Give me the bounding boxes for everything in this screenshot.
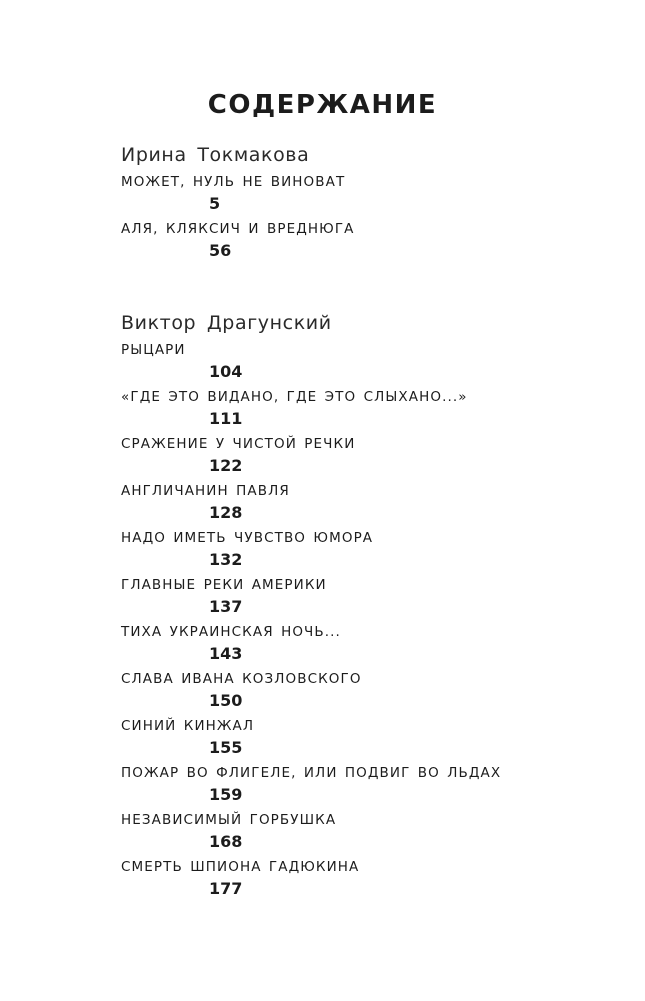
entry-title: СИНИЙ КИНЖАЛ bbox=[121, 718, 255, 734]
entry-title: СЛАВА ИВАНА КОЗЛОВСКОГО bbox=[121, 671, 362, 687]
toc-section-tokmakova bbox=[121, 141, 621, 265]
toc-entry[interactable] bbox=[121, 339, 621, 386]
toc-entry[interactable] bbox=[121, 433, 621, 480]
entry-page-number: 56 bbox=[209, 241, 232, 260]
author-name: Виктор Драгунский bbox=[121, 312, 332, 334]
toc-entry[interactable] bbox=[121, 171, 621, 218]
entry-title: ТИХА УКРАИНСКАЯ НОЧЬ... bbox=[121, 624, 341, 640]
toc-entry[interactable] bbox=[121, 809, 621, 856]
toc-entry[interactable] bbox=[121, 480, 621, 527]
entry-page-number: 132 bbox=[209, 550, 243, 569]
entry-title: АЛЯ, КЛЯКСИЧ И ВРЕДНЮГА bbox=[121, 221, 355, 237]
author-name: Ирина Токмакова bbox=[121, 144, 310, 166]
toc-entry[interactable] bbox=[121, 574, 621, 621]
entry-title: СМЕРТЬ ШПИОНА ГАДЮКИНА bbox=[121, 859, 360, 875]
toc-entry[interactable] bbox=[121, 762, 621, 809]
entry-page-number: 111 bbox=[209, 409, 243, 428]
entry-title: РЫЦАРИ bbox=[121, 342, 186, 358]
toc-entry[interactable] bbox=[121, 527, 621, 574]
entry-page-number: 143 bbox=[209, 644, 243, 663]
toc-entry[interactable] bbox=[121, 621, 621, 668]
entry-title: МОЖЕТ, НУЛЬ НЕ ВИНОВАТ bbox=[121, 174, 346, 190]
entry-title: АНГЛИЧАНИН ПАВЛЯ bbox=[121, 483, 290, 499]
entry-title: НАДО ИМЕТЬ ЧУВСТВО ЮМОРА bbox=[121, 530, 374, 546]
entry-page-number: 104 bbox=[209, 362, 243, 381]
entry-page-number: 155 bbox=[209, 738, 243, 757]
entry-page-number: 128 bbox=[209, 503, 243, 522]
entry-page-number: 159 bbox=[209, 785, 243, 804]
entry-page-number: 168 bbox=[209, 832, 243, 851]
toc-entry[interactable] bbox=[121, 386, 621, 433]
entry-title: ПОЖАР ВО ФЛИГЕЛЕ, ИЛИ ПОДВИГ ВО ЛЬДАХ bbox=[121, 765, 502, 781]
entry-page-number: 177 bbox=[209, 879, 243, 898]
page-title: СОДЕРЖАНИЕ bbox=[207, 90, 438, 120]
toc-entry[interactable] bbox=[121, 715, 621, 762]
toc-entry-list bbox=[121, 171, 621, 265]
entry-title: НЕЗАВИСИМЫЙ ГОРБУШКА bbox=[121, 812, 337, 828]
entry-title: «ГДЕ ЭТО ВИДАНО, ГДЕ ЭТО СЛЫХАНО...» bbox=[121, 389, 468, 405]
entry-page-number: 122 bbox=[209, 456, 243, 475]
entry-title: СРАЖЕНИЕ У ЧИСТОЙ РЕЧКИ bbox=[121, 436, 356, 452]
toc-entry[interactable] bbox=[121, 218, 621, 265]
entry-page-number: 5 bbox=[209, 194, 221, 213]
entry-page-number: 150 bbox=[209, 691, 243, 710]
toc-entry[interactable] bbox=[121, 856, 621, 903]
toc-entry-list bbox=[121, 339, 621, 903]
toc-entry[interactable] bbox=[121, 668, 621, 715]
entry-title: ГЛАВНЫЕ РЕКИ АМЕРИКИ bbox=[121, 577, 327, 593]
toc-section-dragunsky bbox=[121, 309, 621, 903]
entry-page-number: 137 bbox=[209, 597, 243, 616]
